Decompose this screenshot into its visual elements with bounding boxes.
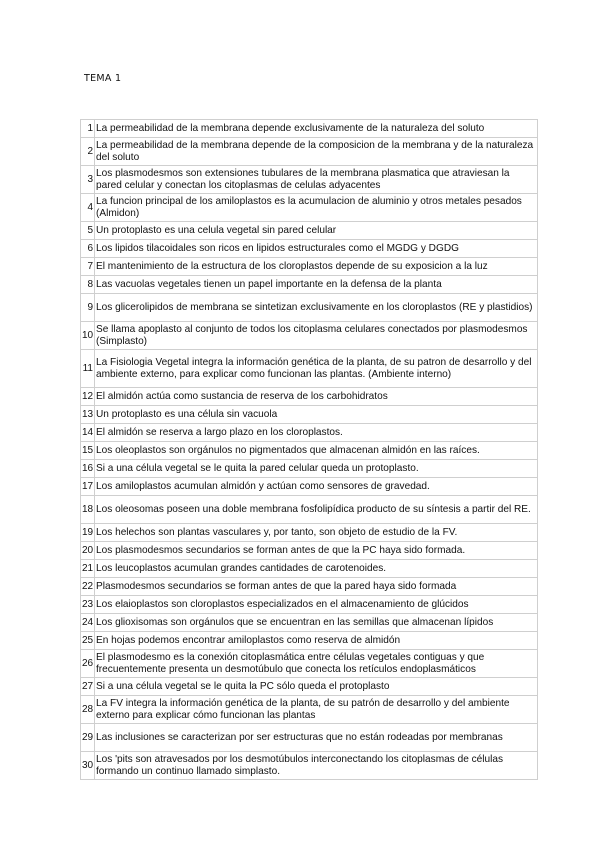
- row-statement: Se llama apoplasto al conjunto de todos los citoplasma celulares conectados por plasmodesmos (Simplasto): [95, 322, 538, 350]
- row-statement: Un protoplasto es una celula vegetal sin pared celular: [95, 222, 538, 240]
- table-row: [81, 442, 538, 460]
- row-number: 6: [81, 240, 95, 258]
- row-statement: El almidón se reserva a largo plazo en los cloroplastos.: [95, 424, 538, 442]
- table-row: [81, 276, 538, 294]
- table-row: [81, 752, 538, 780]
- row-statement: El plasmodesmo es la conexión citoplasmática entre células vegetales contiguas y que frecuentemente presenta un desmotúbulo que conecta los retículos endoplasmáticos: [95, 650, 538, 678]
- row-number: 14: [81, 424, 95, 442]
- table-row: [81, 424, 538, 442]
- row-number: 12: [81, 388, 95, 406]
- row-number: 27: [81, 678, 95, 696]
- row-number: 8: [81, 276, 95, 294]
- row-statement: Si a una célula vegetal se le quita la PC sólo queda el protoplasto: [95, 678, 538, 696]
- row-statement: La permeabilidad de la membrana depende de la composicion de la membrana y de la naturaleza del soluto: [95, 138, 538, 166]
- row-number: 29: [81, 724, 95, 752]
- row-statement: Los glioxisomas son orgánulos que se encuentran en las semillas que almacenan lípidos: [95, 614, 538, 632]
- table-row: [81, 406, 538, 424]
- table-row: [81, 194, 538, 222]
- questions-table-body: [81, 120, 538, 780]
- row-number: 13: [81, 406, 95, 424]
- table-row: [81, 478, 538, 496]
- row-number: 4: [81, 194, 95, 222]
- row-number: 25: [81, 632, 95, 650]
- row-number: 28: [81, 696, 95, 724]
- row-number: 19: [81, 524, 95, 542]
- row-number: 22: [81, 578, 95, 596]
- table-row: [81, 724, 538, 752]
- row-number: 16: [81, 460, 95, 478]
- table-row: [81, 222, 538, 240]
- questions-table: [80, 119, 538, 780]
- row-statement: Los leucoplastos acumulan grandes cantidades de carotenoides.: [95, 560, 538, 578]
- row-number: 3: [81, 166, 95, 194]
- row-number: 26: [81, 650, 95, 678]
- table-row: [81, 166, 538, 194]
- table-row: [81, 524, 538, 542]
- row-statement: La permeabilidad de la membrana depende exclusivamente de la naturaleza del soluto: [95, 120, 538, 138]
- row-number: 24: [81, 614, 95, 632]
- row-statement: Los plasmodesmos secundarios se forman antes de que la PC haya sido formada.: [95, 542, 538, 560]
- table-row: [81, 388, 538, 406]
- row-statement: Los oleoplastos son orgánulos no pigmentados que almacenan almidón en las raíces.: [95, 442, 538, 460]
- table-row: [81, 678, 538, 696]
- row-statement: Los elaioplastos son cloroplastos especializados en el almacenamiento de glúcidos: [95, 596, 538, 614]
- row-number: 7: [81, 258, 95, 276]
- row-number: 23: [81, 596, 95, 614]
- row-statement: Los lipidos tilacoidales son ricos en lipidos estructurales como el MGDG y DGDG: [95, 240, 538, 258]
- table-row: [81, 542, 538, 560]
- table-row: [81, 294, 538, 322]
- row-statement: Los 'pits son atravesados por los desmotúbulos interconectando los citoplasmas de células formando un continuo llamado simplasto.: [95, 752, 538, 780]
- row-number: 9: [81, 294, 95, 322]
- row-statement: La Fisiologia Vegetal integra la información genética de la planta, de su patron de desarrollo y del ambiente externo, para explicar como funcionan las plantas. (Ambiente interno): [95, 350, 538, 388]
- table-row: [81, 138, 538, 166]
- table-row: [81, 696, 538, 724]
- row-number: 2: [81, 138, 95, 166]
- table-row: [81, 650, 538, 678]
- table-row: [81, 240, 538, 258]
- row-statement: Las inclusiones se caracterizan por ser estructuras que no están rodeadas por membranas: [95, 724, 538, 752]
- row-statement: Los glicerolipidos de membrana se sintetizan exclusivamente en los cloroplastos (RE y plastidios): [95, 294, 538, 322]
- row-number: 5: [81, 222, 95, 240]
- row-statement: El mantenimiento de la estructura de los cloroplastos depende de su exposicion a la luz: [95, 258, 538, 276]
- row-number: 21: [81, 560, 95, 578]
- table-row: [81, 120, 538, 138]
- page-title: TEMA 1: [84, 73, 122, 84]
- row-statement: Los plasmodesmos son extensiones tubulares de la membrana plasmatica que atraviesan la pared celular y conectan los citoplasmas de celulas adyacentes: [95, 166, 538, 194]
- row-statement: El almidón actúa como sustancia de reserva de los carbohidratos: [95, 388, 538, 406]
- row-number: 15: [81, 442, 95, 460]
- table-row: [81, 258, 538, 276]
- row-statement: Plasmodesmos secundarios se forman antes de que la pared haya sido formada: [95, 578, 538, 596]
- table-row: [81, 578, 538, 596]
- row-number: 20: [81, 542, 95, 560]
- table-row: [81, 614, 538, 632]
- table-row: [81, 596, 538, 614]
- row-number: 11: [81, 350, 95, 388]
- row-statement: Los oleosomas poseen una doble membrana fosfolipídica producto de su síntesis a partir del RE.: [95, 496, 538, 524]
- table-row: [81, 560, 538, 578]
- row-statement: La FV integra la información genética de la planta, de su patrón de desarrollo y del ambiente externo para explicar cómo funcionan las plantas: [95, 696, 538, 724]
- table-row: [81, 322, 538, 350]
- table-row: [81, 632, 538, 650]
- row-number: 17: [81, 478, 95, 496]
- row-number: 1: [81, 120, 95, 138]
- row-statement: Las vacuolas vegetales tienen un papel importante en la defensa de la planta: [95, 276, 538, 294]
- row-number: 30: [81, 752, 95, 780]
- table-row: [81, 350, 538, 388]
- row-statement: En hojas podemos encontrar amiloplastos como reserva de almidón: [95, 632, 538, 650]
- row-statement: La funcion principal de los amiloplastos es la acumulacion de aluminio y otros metales pesados (Almidon): [95, 194, 538, 222]
- row-number: 10: [81, 322, 95, 350]
- row-statement: Los amiloplastos acumulan almidón y actúan como sensores de gravedad.: [95, 478, 538, 496]
- row-statement: Si a una célula vegetal se le quita la pared celular queda un protoplasto.: [95, 460, 538, 478]
- row-statement: Un protoplasto es una célula sin vacuola: [95, 406, 538, 424]
- row-number: 18: [81, 496, 95, 524]
- row-statement: Los helechos son plantas vasculares y, por tanto, son objeto de estudio de la FV.: [95, 524, 538, 542]
- table-row: [81, 496, 538, 524]
- table-row: [81, 460, 538, 478]
